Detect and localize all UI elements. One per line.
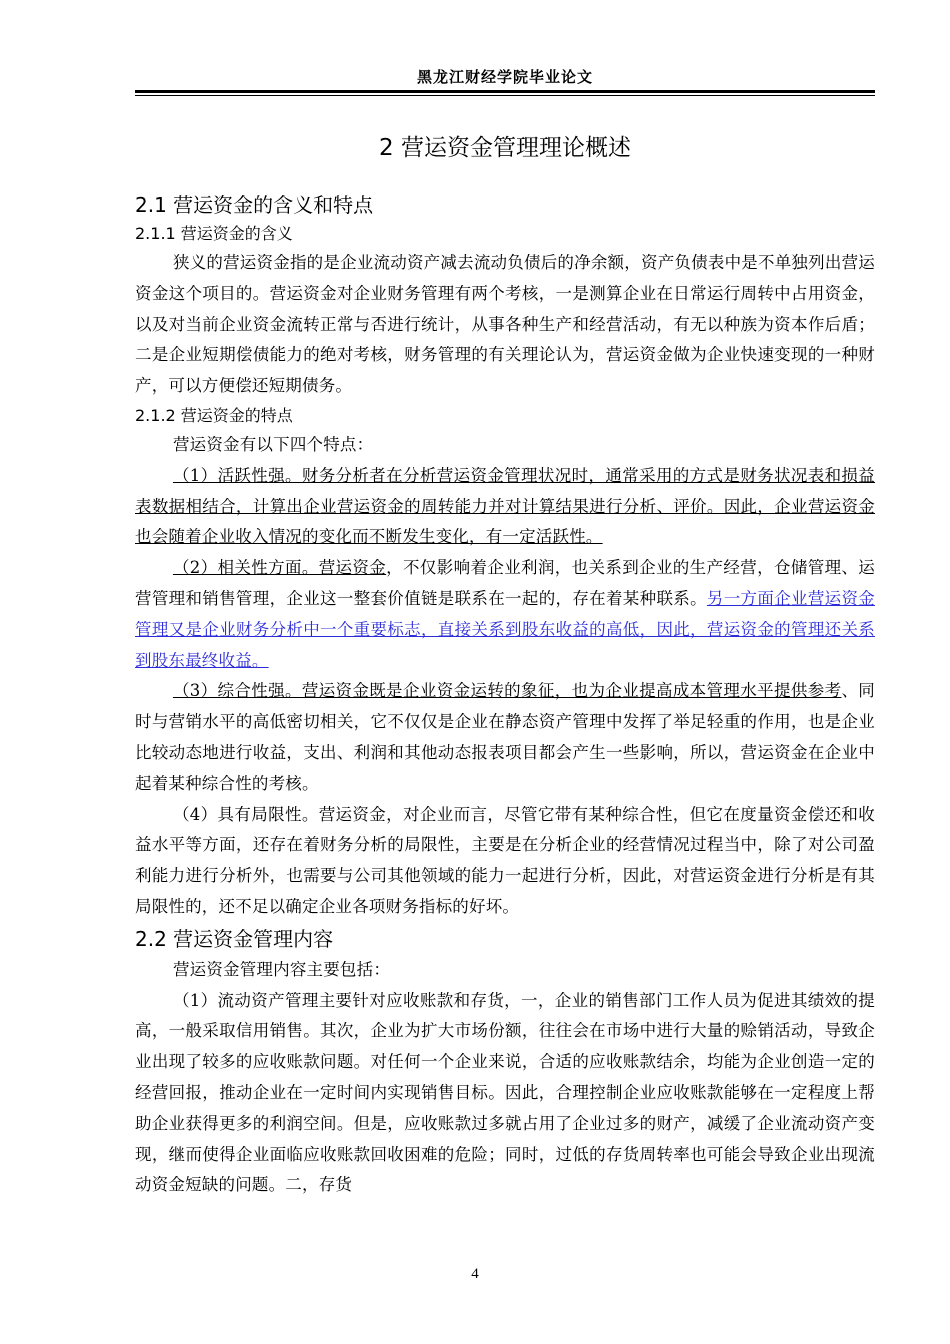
page-body bbox=[135, 130, 875, 1201]
section-2-1-1-title: 2.1.1 营运资金的含义 bbox=[135, 224, 293, 243]
section-2-1-2-title: 2.1.2 营运资金的特点 bbox=[135, 405, 293, 425]
paragraph-feature-2 bbox=[135, 553, 875, 676]
feature-1-underlined: （1）活跃性强。财务分析者在分析营运资金管理状况时，通常采用的方式是财务状况表和损益表数据相结合，计算出企业营运资金的周转能力并对计算结果进行分析、评价。因此，企业营运资金也会随着企业收入情况的变化而不断发生变化，有一定活跃性。 bbox=[135, 465, 875, 547]
feature-2-underlined: （2）相关性方面。营运资金 bbox=[172, 558, 387, 578]
header-rule-thick bbox=[135, 90, 875, 93]
feature-2-link-text[interactable]: 另一方面企业营运资金管理又是企业财务分析中一个重要标志，直接关系到股东收益的高低，因此，营运资金的管理还关系到股东最终收益。 bbox=[135, 588, 875, 670]
paragraph-definition: 狭义的营运资金指的是企业流动资产减去流动负债后的净余额，资产负债表中是不单独列出营运资金这个项目的。营运资金对企业财务管理有两个考核，一是测算企业在日常运行周转中占用资金，以及对当前企业资金流转正常与否进行统计，从事各种生产和经营活动，有无以种族为资本作后盾；二是企业短期偿债能力的绝对考核，财务管理的有关理论认为，营运资金做为企业快速变现的一种财产，可以方便偿还短期债务。 bbox=[135, 253, 875, 396]
paragraph-feature-1 bbox=[135, 461, 875, 553]
paragraph-content-1: （1）流动资产管理主要针对应收账款和存货，一，企业的销售部门工作人员为促进其绩效的提高，一般采取信用销售。其次，企业为扩大市场份额，往往会在市场中进行大量的赊销活动，导致企业出现了较多的应收账款问题。对任何一个企业来说，合适的应收账款结余，均能为企业创造一定的经营回报，推动企业在一定时间内实现销售目标。因此，合理控制企业应收账款能够在一定程度上帮助企业获得更多的利润空间。但是，应收账款过多就占用了企业过多的财产，减缓了企业流动资产变现，继而使得企业面临应收账款回收困难的危险；同时，过低的存货周转率也可能会导致企业出现流动资金短缺的问题。二，存货 bbox=[135, 990, 875, 1195]
running-header: 黑龙江财经学院毕业论文 bbox=[416, 68, 593, 86]
paragraph-content-intro: 营运资金管理内容主要包括： bbox=[172, 959, 391, 979]
feature-3-underlined: （3）综合性强。营运资金既是企业资金运转的象征，也为企业提高成本管理水平提供参考 bbox=[172, 681, 842, 701]
chapter-title: 2 营运资金管理理论概述 bbox=[379, 135, 631, 161]
section-2-2-title: 2.2 营运资金管理内容 bbox=[135, 926, 334, 951]
feature-2-text: ，不仅影响着企业利润，也关系到企业的生产经营，仓储管理、运营管理和销售管理，企业这一整套价值链是联系在一起的，存在着某种联系。 bbox=[135, 558, 875, 608]
page-number: 4 bbox=[471, 1266, 479, 1282]
paragraph-feature-4: （4）具有局限性。营运资金，对企业而言，尽管它带有某种综合性，但它在度量资金偿还和收益水平等方面，还存在着财务分析的局限性，主要是在分析企业的经营情况过程当中，除了对公司盈利能力进行分析外，也需要与公司其他领域的能力一起进行分析，因此，对营运资金进行分析是有其局限性的，还不足以确定企业各项财务指标的好坏。 bbox=[135, 804, 875, 916]
paragraph-features-intro: 营运资金有以下四个特点： bbox=[172, 434, 374, 454]
feature-3-text: 、同时与营销水平的高低密切相关，它不仅仅是企业在静态资产管理中发挥了举足轻重的作用，也是企业比较动态地进行收益，支出、利润和其他动态报表项目都会产生一些影响，所以，营运资金在企业中起着某种综合性的考核。 bbox=[135, 681, 876, 793]
header-rule-thin bbox=[135, 95, 875, 96]
section-2-1-title: 2.1 营运资金的含义和特点 bbox=[135, 193, 374, 217]
paragraph-feature-3 bbox=[135, 676, 875, 799]
